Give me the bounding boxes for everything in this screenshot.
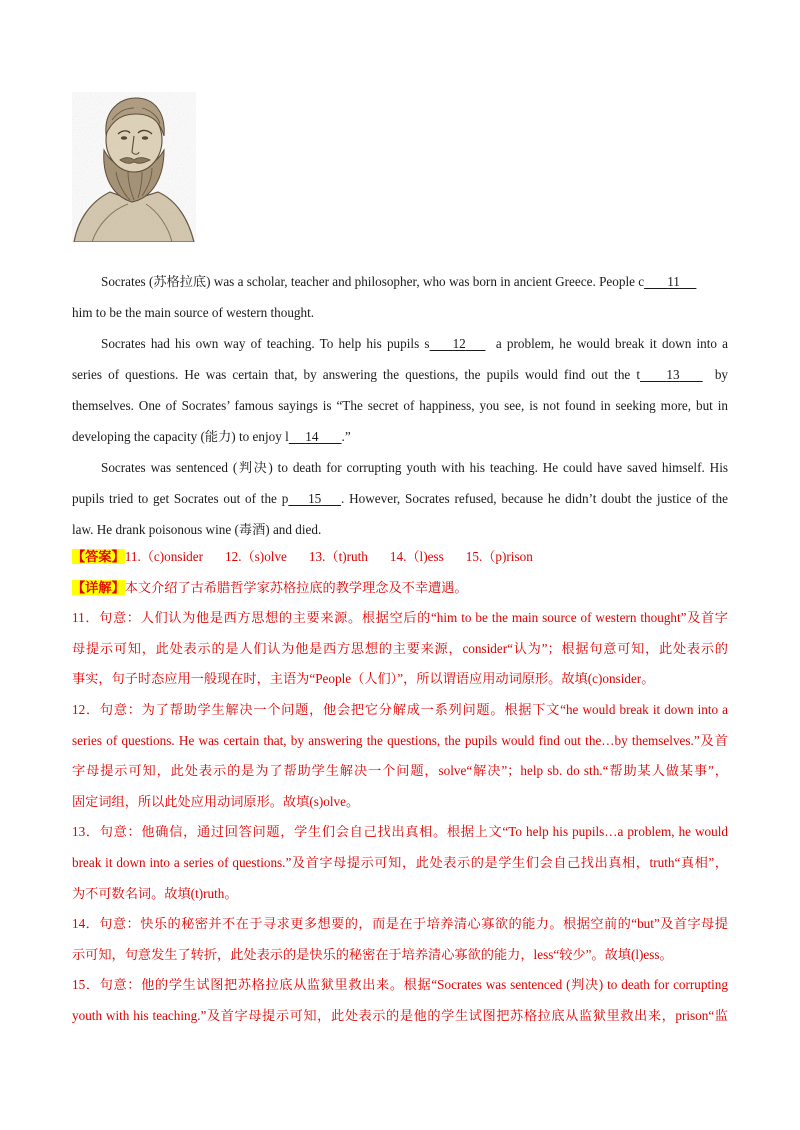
answer-label: 【答案】 bbox=[72, 549, 125, 564]
passage-line bbox=[72, 328, 728, 359]
passage-line bbox=[72, 483, 728, 514]
explanation-intro: 本文介绍了古希腊哲学家苏格拉底的教学理念及不幸遭遇。 bbox=[124, 579, 468, 595]
passage-text: Socrates (苏格拉底) was a scholar, teacher and philosopher, who was born in ancient Greece. People c bbox=[101, 274, 645, 289]
explanation-line: 事实，句子时态应用一般现在时，主语为“People（人们）”，所以谓语应用动词原形。故填(c)onsider。 bbox=[72, 671, 655, 687]
passage-line bbox=[72, 390, 728, 421]
blank-number: 12 bbox=[452, 336, 466, 351]
blank-11 bbox=[644, 266, 696, 297]
explanation-line: 固定词组，所以此处应用动词原形。故填(s)olve。 bbox=[72, 793, 360, 809]
answer-section bbox=[72, 542, 728, 1032]
answer-item: 13.（t)ruth bbox=[308, 549, 368, 564]
blank-number: 11 bbox=[667, 274, 680, 289]
passage-line bbox=[72, 359, 728, 390]
passage-line bbox=[72, 452, 728, 483]
blank-13 bbox=[640, 359, 703, 390]
passage-line bbox=[72, 514, 728, 545]
passage-text: by bbox=[714, 367, 729, 382]
passage-text: Socrates had his own way of teaching. To help his pupils s bbox=[101, 336, 430, 351]
answer-item: 15.（p)rison bbox=[465, 549, 533, 564]
passage-text: themselves. One of Socrates’ famous sayings is “The secret of happiness, you see, is not found in seeking more, but in bbox=[72, 398, 728, 413]
passage-line bbox=[72, 297, 728, 328]
explanation-line: 13．句意：他确信，通过回答问题，学生们会自己找出真相。根据上文“To help his pupils…a problem, he would bbox=[72, 824, 728, 840]
blank-14 bbox=[289, 421, 342, 452]
blank-number: 14 bbox=[305, 429, 319, 444]
passage-text: pupils tried to get Socrates out of the p bbox=[72, 491, 289, 506]
answer-item: 14.（l)ess bbox=[389, 549, 444, 564]
explanation-line: 11．句意：人们认为他是西方思想的主要来源。根据空后的“him to be the main source of western thought”及首字 bbox=[72, 610, 728, 626]
explanation-line: 为不可数名词。故填(t)ruth。 bbox=[72, 885, 238, 901]
passage-text: a problem, he would break it down into a bbox=[495, 336, 728, 351]
blank-15 bbox=[288, 483, 341, 514]
passage-text: . However, Socrates refused, because he didn’t doubt the justice of the bbox=[341, 491, 728, 506]
explanation-line: 母提示可知，此处表示的是人们认为他是西方思想的主要来源，consider“认为”；根据句意可知，此处表示的 bbox=[72, 640, 728, 656]
explanation-label: 【详解】 bbox=[72, 579, 125, 595]
explanation-line: youth with his teaching.”及首字母提示可知，此处表示的是他的学生试图把苏格拉底从监狱里救出来，prison“监 bbox=[72, 1007, 728, 1023]
answer-key-line bbox=[72, 542, 728, 573]
blank-number: 15 bbox=[308, 491, 322, 506]
passage-text: .” bbox=[341, 429, 351, 444]
explanation-line: 12．句意：为了帮助学生解决一个问题，他会把它分解成一系列问题。根据下文“he would break it down into a bbox=[72, 701, 728, 717]
passage-line bbox=[72, 421, 728, 452]
explanation-line: 15．句意：他的学生试图把苏格拉底从监狱里救出来。根据“Socrates was sentenced (判决) to death for corrupting bbox=[72, 977, 728, 993]
passage-text: Socrates was sentenced (判决) to death for corrupting youth with his teaching. He could have saved himself. His bbox=[101, 460, 728, 475]
explanation-line: 字母提示可知，此处表示的是为了帮助学生解决一个问题，solve“解决”；help sb. do sth.“帮助某人做某事”， bbox=[72, 763, 728, 779]
explanation-line: 示可知，句意发生了转折，此处表示的是快乐的秘密在于培养清心寡欲的能力，less“较少”。故填(l)ess。 bbox=[72, 946, 673, 962]
explanation-line: break it down into a series of questions.”及首字母提示可知，此处表示的是学生们会自己找出真相，truth“真相”， bbox=[72, 854, 728, 870]
answer-item: 12.（s)olve bbox=[225, 549, 287, 564]
passage-text: him to be the main source of western thought. bbox=[72, 305, 315, 320]
reading-passage bbox=[72, 266, 728, 545]
blank-12 bbox=[430, 328, 486, 359]
passage-line bbox=[72, 266, 728, 297]
explanation-line: series of questions. He was certain that, by answering the questions, the pupils would find out the…by themselves.”及首 bbox=[72, 732, 728, 748]
passage-text: developing the capacity (能力) to enjoy l bbox=[72, 429, 289, 444]
passage-text: law. He drank poisonous wine (毒酒) and died. bbox=[72, 522, 322, 537]
explanation-intro-line bbox=[72, 573, 728, 604]
answer-item: 11.（c)onsider bbox=[124, 549, 203, 564]
blank-number: 13 bbox=[666, 367, 680, 382]
passage-text: series of questions. He was certain that, by answering the questions, the pupils would find out the t bbox=[72, 367, 641, 382]
explanation-line: 14．句意：快乐的秘密并不在于寻求更多想要的，而是在于培养清心寡欲的能力。根据空前的“but”及首字母提 bbox=[72, 916, 728, 932]
socrates-portrait-icon bbox=[72, 92, 196, 242]
